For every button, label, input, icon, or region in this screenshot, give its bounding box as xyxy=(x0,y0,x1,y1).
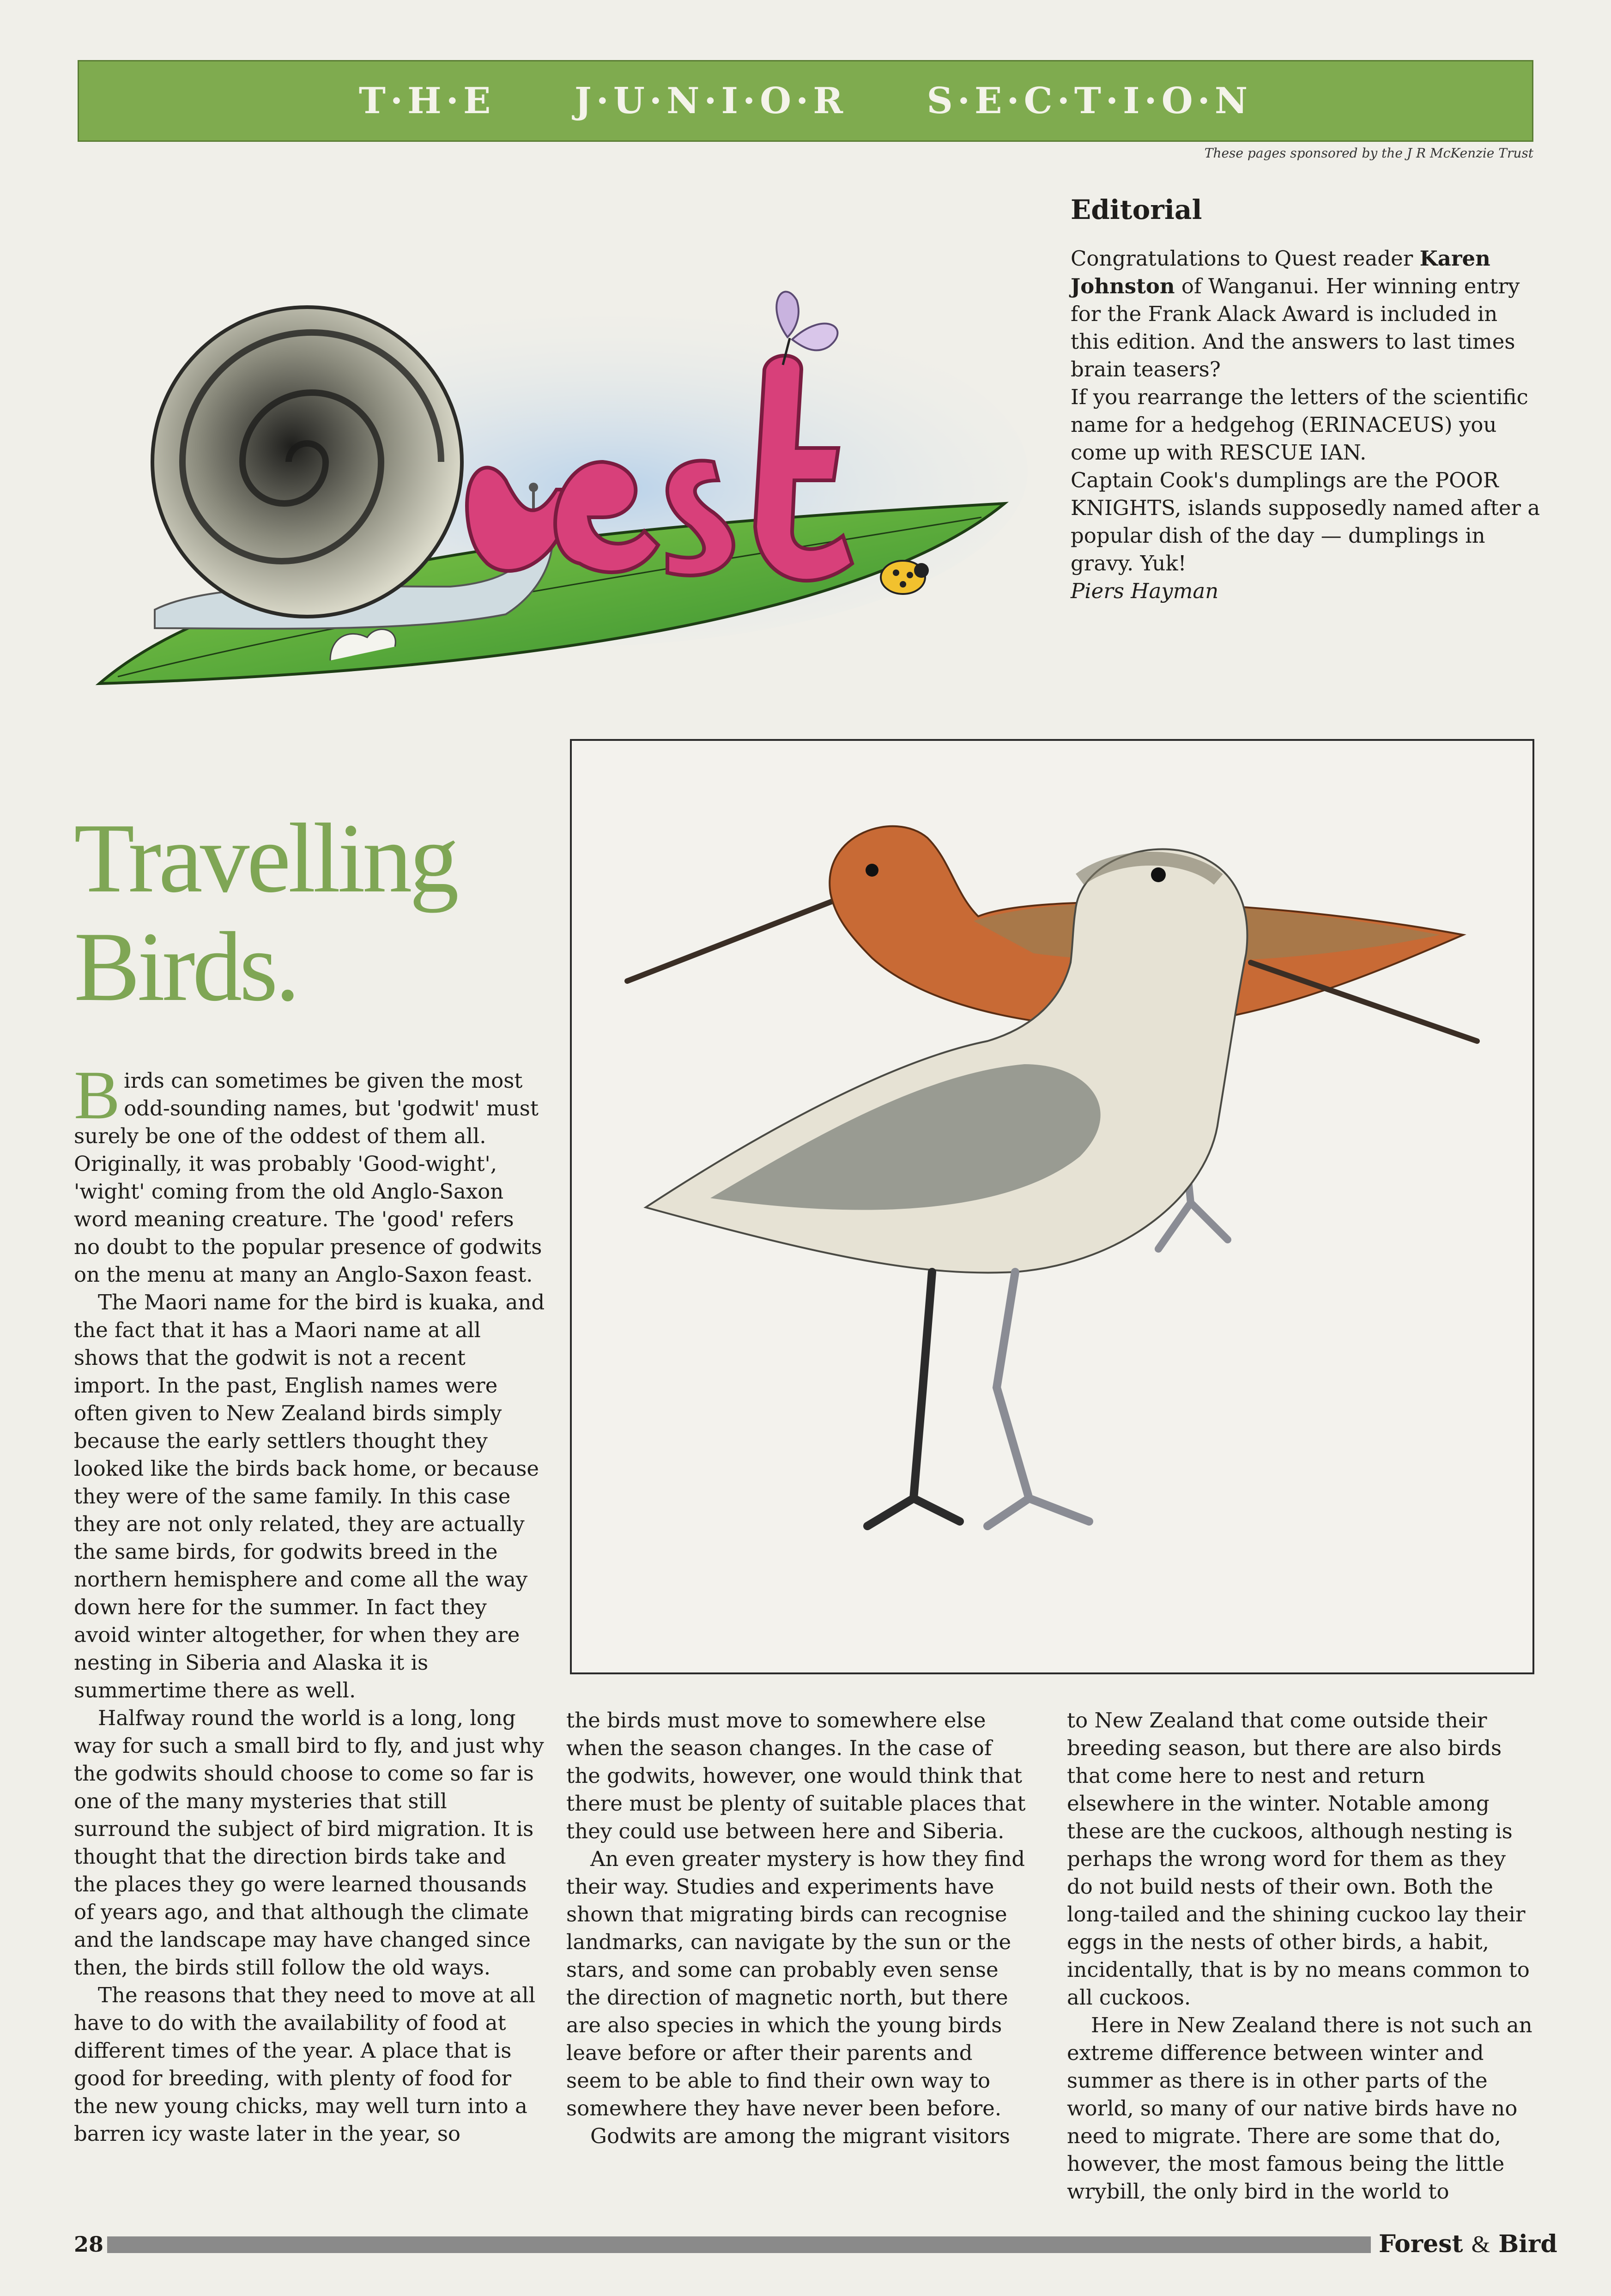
page-number: 28 xyxy=(74,2232,104,2257)
footer-rule xyxy=(107,2236,1371,2253)
drop-cap: B xyxy=(74,1057,121,1133)
article-paragraph: to New Zealand that come outside their breeding season, but there are also birds that come here to nest and return elsewhere in the winter. Notable among these are the cuckoos, although nesting is perhaps the wrong word for them as they do not build nests of their own. Both the long-tailed and the shining cuckoo lay their eggs in the nests of other birds, a habit, incidentally, that is by no means common to all cuckoos. xyxy=(1067,1708,1530,2010)
article-title: Travelling Birds. xyxy=(74,803,456,1022)
article-paragraph: Here in New Zealand there is not such an extreme difference between winter and summer as there is in other parts of the world, so many of our native birds have no need to migrate. There are some that do, however, the most famous being the little wrybill, the only bird in the world to xyxy=(1067,2013,1532,2204)
editorial-body xyxy=(1071,245,1542,605)
article-paragraph: An even greater mystery is how they find their way. Studies and experiments have shown that migrating birds can recognise landmarks, can navigate by the sun or the stars, and some can probably even sense the direction of magnetic north, but there are also species in which the young birds leave before or after their parents and seem to be able to find their own way to somewhere they have never been before. xyxy=(566,1847,1025,2120)
article-paragraph: Godwits are among the migrant visitors xyxy=(590,2124,1010,2148)
ladybug xyxy=(881,561,929,594)
article-paragraph: the birds must move to somewhere else when the season changes. In the case of the godwits, however, one would think that there must be plenty of suitable places that they could use between here and Siberia. xyxy=(566,1708,1026,1843)
godwit-illustration-frame xyxy=(570,739,1534,1674)
editorial-paragraph: Captain Cook's dumplings are the POOR KNIGHTS, islands supposedly named after a popular dish of the day — dumplings in gravy. Yuk! xyxy=(1071,468,1540,576)
quest-logo xyxy=(90,231,1032,697)
snail-shell xyxy=(152,307,462,617)
editorial-signature: Piers Hayman xyxy=(1071,579,1219,603)
article-paragraph: Halfway round the world is a long, long way for such a small bird to fly, and just why the godwits should choose to come so far is one of the many mysteries that still surround the subject of bird migration. It is thought that the direction birds take and the places they go were learned thousands of years ago, and that although the climate and the landscape may have changed since then, the birds still follow the old ways. xyxy=(74,1706,544,1980)
article-paragraph: The reasons that they need to move at all have to do with the availability of food at different times of the year. A place that is good for breeding, with plenty of food for the new young chicks, may well turn into a barren icy waste later in the year, so xyxy=(74,1983,535,2146)
magazine-name: Forest & Bird xyxy=(1379,2230,1557,2258)
section-title: T·H·E J·U·N·I·O·R S·E·C·T·I·O·N xyxy=(358,80,1253,122)
article-column-3 xyxy=(1067,1707,1533,2205)
article-paragraph: Birds can sometimes be given the most odd-sounding names, but 'godwit' must surely be one of the oddest of them all. Originally, it was probably 'Good-wight', 'wight' coming from the old Anglo-Saxon word meaning creature. The 'good' refers no doubt to the popular presence of godwits on the menu at many an Anglo-Saxon feast. xyxy=(74,1057,542,1287)
sponsor-note: These pages sponsored by the J R McKenzie Trust xyxy=(1204,145,1533,161)
godwit-illustration xyxy=(572,741,1532,1672)
article-column-1 xyxy=(74,1057,545,2148)
winner-name: Karen Johnston xyxy=(1071,246,1490,298)
article-column-2 xyxy=(566,1707,1028,2150)
editorial-paragraph: Congratulations to Quest reader Karen Johnston of Wanganui. Her winning entry for the Frank Alack Award is included in this edition. And the answers to last times brain teasers? xyxy=(1071,246,1520,382)
article-paragraph: The Maori name for the bird is kuaka, and the fact that it has a Maori name at all shows that the godwit is not a recent import. In the past, English names were often given to New Zealand birds simply because the early settlers thought they looked like the birds back home, or because they were of the same family. In this case they are not only related, they are actually the same birds, for godwits breed in the northern hemisphere and come all the way down here for the summer. In fact they avoid winter altogether, for when they are nesting in Siberia and Alaska it is summertime there as well. xyxy=(74,1290,545,1702)
section-banner xyxy=(78,60,1533,142)
editorial-paragraph: If you rearrange the letters of the scientific name for a hedgehog (ERINACEUS) you come up with RESCUE IAN. xyxy=(1071,385,1528,465)
editorial-heading: Editorial xyxy=(1071,194,1202,225)
